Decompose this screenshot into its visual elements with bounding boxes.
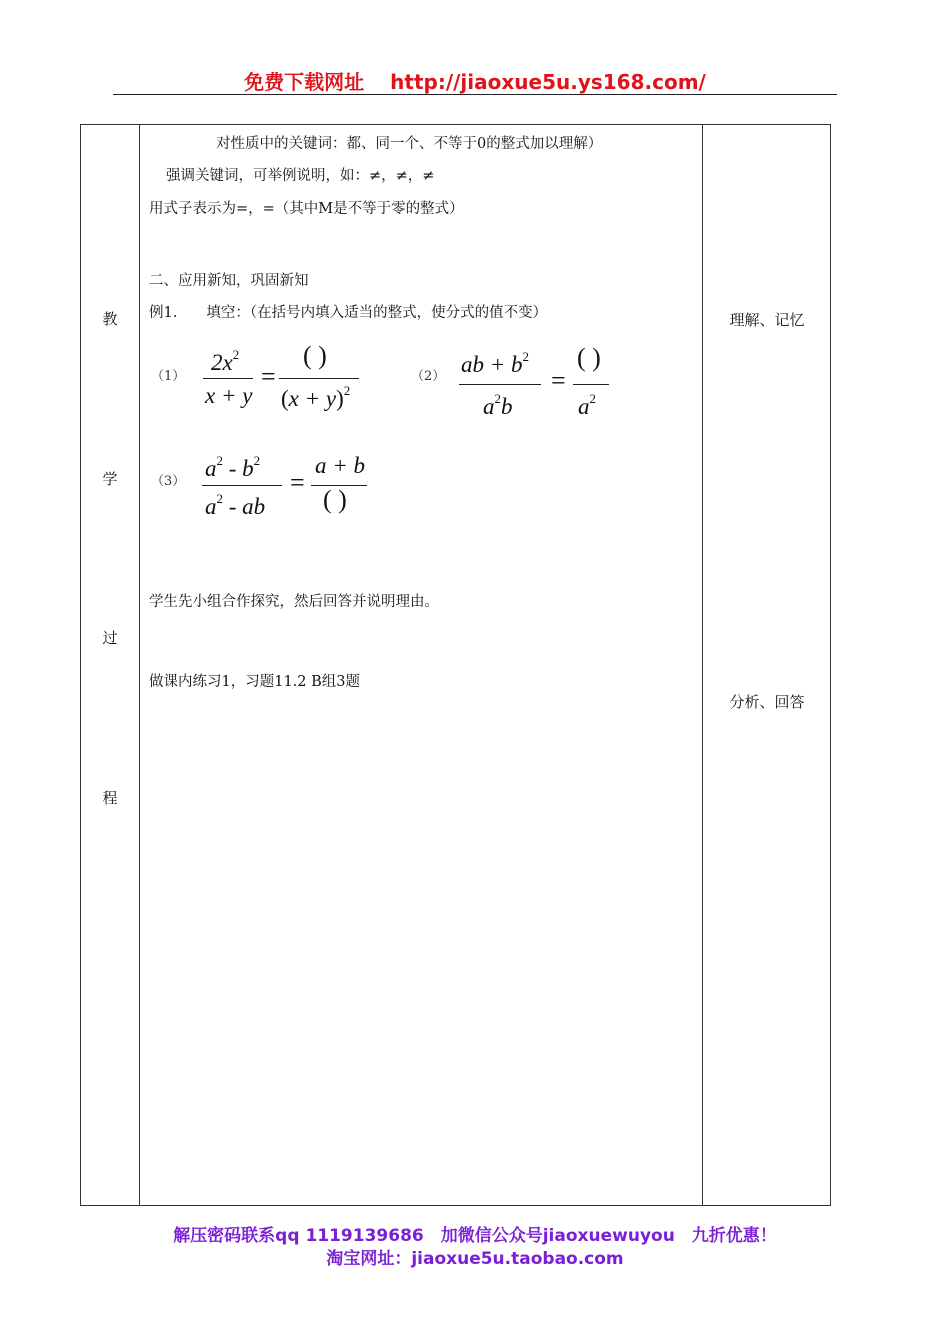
header-url[interactable]: http://jiaoxue5u.ys168.com/ <box>390 70 706 94</box>
blank-parentheses[interactable]: ( ) <box>303 341 327 370</box>
lesson-table: 教 学 过 程 理解、记忆 分析、回答 对性质中的关键词：都、同一个、不等于0的整式加以理解） 强调关键词，可举例说明，如：≠，≠，≠ 用式子表示为=，=（其中M是不等于零的整式） 二、应用新知，巩固新知 例1. 填空：（在括号内填入适当的整式，使分式的值不变） （1） $2x^2$ x + y = ( ) $(x + y)^2$ （2） ab + $b^2$ $a^2b$ = ( ) $a^2$ （3） $a^2 - b^2$ $a^2$ - ab = a + b ( ) 学生先小组合作探究，然后回答并说明理由。 做课内练习1，习题11.2 B组3题 <box>80 124 831 1206</box>
column-divider-right <box>702 125 703 1205</box>
side-label-char-1: 教 <box>102 310 118 328</box>
side-label-char-2: 学 <box>102 470 118 488</box>
header-rule <box>113 94 837 95</box>
side-label-char-3: 过 <box>102 629 118 647</box>
blank-parentheses[interactable]: ( ) <box>577 343 601 372</box>
text-emphasis: 强调关键词，可举例说明，如：≠，≠，≠ <box>166 168 435 184</box>
problem-3-label: （3） <box>151 474 186 489</box>
section-heading: 二、应用新知，巩固新知 <box>149 273 309 289</box>
text-formula-expression: 用式子表示为=，=（其中M是不等于零的整式） <box>149 201 464 217</box>
text-group-discussion: 学生先小组合作探究，然后回答并说明理由。 <box>149 594 439 610</box>
text-keywords: 对性质中的关键词：都、同一个、不等于0的整式加以理解） <box>216 136 603 152</box>
column-divider-left <box>139 125 140 1205</box>
blank-parentheses[interactable]: ( ) <box>323 485 347 514</box>
footer-line-1: 解压密码联系qq 1119139686 加微信公众号jiaoxuewuyou 九折优惠！ <box>173 1226 777 1246</box>
side-label-char-4: 程 <box>102 789 118 807</box>
page-header <box>0 66 950 95</box>
example-1: 例1. 填空：（在括号内填入适当的整式，使分式的值不变） <box>149 305 548 321</box>
note-analyze-answer: 分析、回答 <box>729 693 805 711</box>
header-label: 免费下载网址 <box>244 70 365 94</box>
problem-2-label: （2） <box>411 369 446 384</box>
problem-1-label: （1） <box>151 369 186 384</box>
note-understand-memorize: 理解、记忆 <box>729 311 805 329</box>
footer-line-2[interactable]: 淘宝网址：jiaoxue5u.taobao.com <box>326 1249 624 1269</box>
text-exercise: 做课内练习1，习题11.2 B组3题 <box>149 674 360 690</box>
